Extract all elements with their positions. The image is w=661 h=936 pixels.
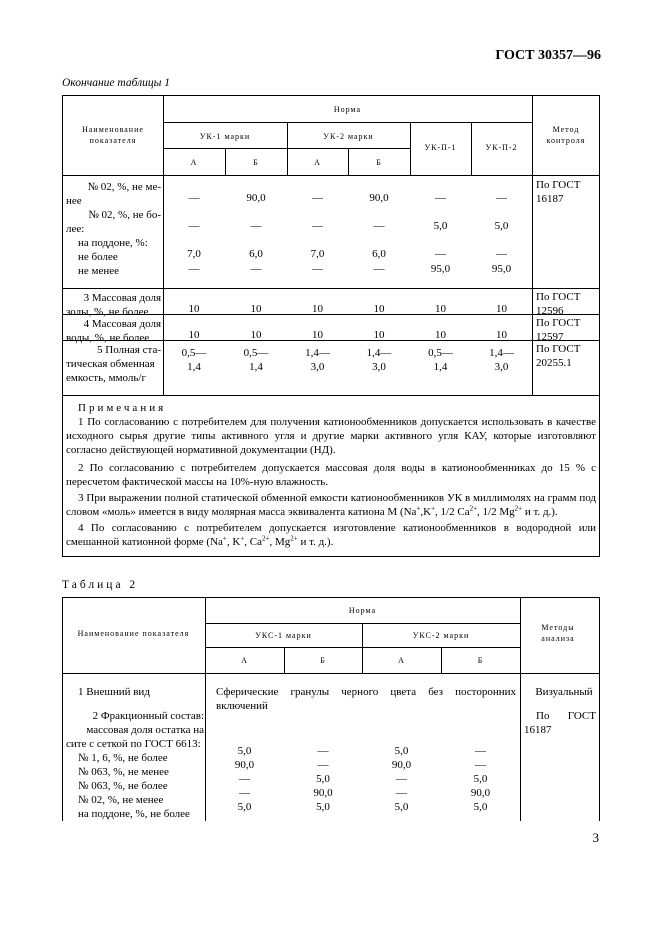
t1-cell: 5,0 (494, 220, 509, 232)
t1-row4-label: 4 Массовая доля воды, %, не более (66, 318, 161, 344)
t1-cell: — (250, 263, 262, 275)
t1-cell: — (435, 248, 446, 260)
t1-cell: — (496, 192, 507, 204)
t1-head-b2: Б (376, 158, 382, 167)
t1-s1-label: № 02, %, не ме- (87, 181, 161, 193)
t2-row2-method: По ГОСТ 16187 (524, 710, 596, 736)
t1-row5-label: 5 Полная ста- тическая обменная емкость, ммоль/г (66, 344, 161, 384)
t1-head-ukp1: УК-П-1 (424, 143, 457, 152)
t2-head-uks2: УКС-2 марки (412, 631, 470, 640)
t1-head-b1: Б (253, 158, 259, 167)
t1-row5-method: По ГОСТ 20255.1 (536, 343, 581, 369)
t1-cell: 1,4— 3,0 (305, 347, 330, 373)
t2-head-b2: Б (477, 656, 484, 665)
note-4: 4 По согласованию с потребителем допускается изготовление катионообменников в водородной или смешанной катионной форме (Na+, K+, $Ca^{2+}$, $Mg^{2+}$ и т. д.). (66, 522, 596, 548)
t2-row1-label: 1 Внешний вид (78, 686, 150, 698)
t2-row1-value: Сферические гранулы черного цвета без посторонних включений (216, 686, 516, 712)
t1-cell: 95,0 (491, 263, 512, 275)
t1-head-uk2: УК-2 марки (323, 132, 374, 141)
t1-s1-label: на поддоне, %: (78, 237, 148, 249)
t1-cell: 0,5— 1,4 (243, 347, 269, 373)
t1-cell: 10 (435, 329, 446, 341)
t1-cell: — (435, 192, 446, 204)
t1-cell: 0,5— 1,4 (181, 347, 207, 373)
t2-row2-labels: 2 Фракционный состав: массовая доля остатка на сите с сеткой по ГОСТ 6613: № 1, 6, %, не более № 063, %, не менее № 063, %, не более № 02, %, не менее на поддоне, %, не более (66, 710, 204, 820)
t1-cell: — (312, 220, 323, 232)
t1-cell: — (188, 220, 200, 232)
t2-head-name: Наименование показателя (77, 629, 190, 638)
t1-cell: 10 (312, 303, 323, 315)
t1-cell: 95,0 (430, 263, 451, 275)
t1-cell: 6,0 (249, 248, 263, 260)
t1-cell: 10 (373, 329, 385, 341)
t1-cell: — (373, 220, 385, 232)
t1-head-method: Метод контроля (546, 125, 586, 145)
t1-cell: 10 (496, 329, 507, 341)
t1-head-ukp2: УК-П-2 (485, 143, 518, 152)
t1-head-a1: А (190, 158, 198, 167)
t1-cell: — (250, 220, 262, 232)
t1-cell: — (312, 263, 323, 275)
t1-head-name: Наименование показателя (82, 125, 144, 145)
page-number: 3 (592, 830, 599, 845)
t1-s1-label: № 02, %, не бо- (88, 209, 161, 221)
t1-cell: 10 (250, 303, 262, 315)
t2-cell: — — 5,0 90,0 5,0 (470, 745, 491, 813)
t1-cell: 10 (188, 329, 200, 341)
t2-row1-method: Визуальный (535, 686, 593, 698)
t2-head-norma: Норма (348, 606, 377, 615)
t1-s1-label: не более (78, 251, 118, 263)
t1-s1-label: не менее (78, 265, 120, 277)
t1-cell: — (312, 192, 323, 204)
t1-cell: 10 (250, 329, 262, 341)
table2-caption: Таблица 2 (62, 579, 139, 591)
t1-cell: 1,4— 3,0 (366, 347, 392, 373)
t2-head-b1: Б (320, 656, 326, 665)
t1-s1-method: По ГОСТ 16187 (536, 179, 581, 205)
t1-cell: 6,0 (372, 248, 386, 260)
t1-cell: 10 (373, 303, 385, 315)
note-2: 2 По согласованию с потребителем допускается массовая доля воды в катионообменниках до 15 % с пересчетом фактической массы на 10%-ную влажность. (66, 462, 596, 488)
t1-row3-method: По ГОСТ 12596 (536, 291, 581, 317)
t1-cell: 0,5— 1,4 (428, 347, 453, 373)
t1-head-uk1: УК-1 марки (199, 132, 251, 141)
note-3: 3 При выражении полной статической обменной емкости катионообменников УК в миллимолях на грамм под словом «моль» имеется в виду молярная масса эквивалента катиона М (Na+,K+, 1/2 $Ca^{2+}$, 1/2 $Mg^{2+}$ и т. д.). (66, 492, 596, 518)
t1-s1-label: нее (66, 195, 82, 207)
t2-head-a1: А (241, 656, 248, 665)
t1-cell: 90,0 (246, 192, 266, 204)
t1-cell: — (188, 192, 200, 204)
document-code: ГОСТ 30357—96 (495, 48, 601, 63)
t1-s1-label: лее: (66, 223, 85, 235)
t1-cell: 5,0 (433, 220, 448, 232)
note-1: 1 По согласованию с потребителем для получения катионообменников допускается использовать в качестве исходного сырья другие типы активного угля и другие марки активного угля КАУ, которые изготовляют согласно действующей нормативной документации (НД). (66, 416, 596, 456)
t1-cell: 10 (188, 303, 200, 315)
t1-cell: 1,4— 3,0 (489, 347, 514, 373)
t1-cell: 10 (312, 329, 323, 341)
t2-cell: 5,0 90,0 — — 5,0 (391, 745, 412, 813)
t2-head-a2: А (398, 656, 405, 665)
t2-cell: 5,0 90,0 — — 5,0 (234, 745, 255, 813)
t1-cell: — (373, 263, 385, 275)
notes-title: Примечания (78, 402, 167, 414)
t1-cell: 10 (496, 303, 507, 315)
t1-cell: 7,0 (187, 248, 201, 260)
t2-head-method: Методы анализа (541, 623, 575, 643)
t1-head-norma: Норма (333, 105, 362, 114)
t2-cell: — — 5,0 90,0 5,0 (313, 745, 333, 813)
t1-cell: 10 (435, 303, 446, 315)
t1-cell: — (188, 263, 200, 275)
t1-cell: — (496, 248, 507, 260)
t1-head-a2: А (314, 158, 321, 167)
t1-cell: 7,0 (310, 248, 325, 260)
t2-head-uks1: УКС-1 марки (255, 631, 312, 640)
t1-row4-method: По ГОСТ 12597 (536, 317, 581, 343)
t1-cell: 90,0 (369, 192, 389, 204)
table1-caption: Окончание таблицы 1 (62, 77, 170, 89)
t1-row3-label: 3 Массовая доля золы, %, не более (66, 292, 161, 318)
